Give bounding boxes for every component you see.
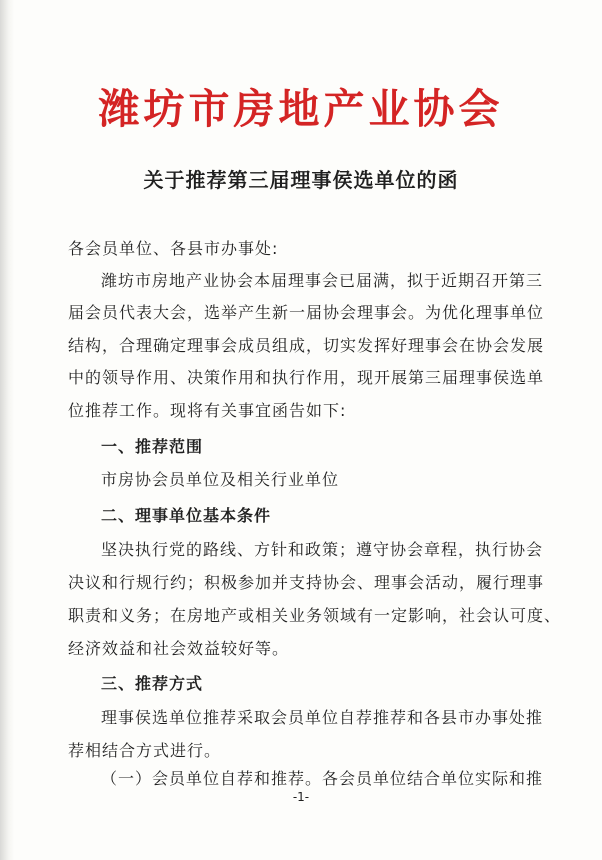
section-3-line: 理事侯选单位推荐采取会员单位自荐推荐和各县市办事处推 — [101, 708, 544, 727]
section-3-line: （一）会员单位自荐和推荐。各会员单位结合单位实际和推 — [101, 769, 544, 788]
section-3-heading: 三、推荐方式 — [101, 674, 204, 693]
section-2-line: 经济效益和社会效益较好等。 — [68, 639, 290, 658]
intro-line: 中的领导作用、决策作用和执行作用，现开展第三届理事侯选单 — [68, 368, 545, 387]
intro-line: 位推荐工作。现将有关事宜函告如下: — [68, 401, 347, 420]
intro-line: 届会员代表大会，选举产生新一届协会理事会。为优化理事单位 — [68, 303, 545, 322]
section-2-line: 决议和行规行约；积极参加并支持协会、理事会活动，履行理事 — [68, 573, 545, 592]
salutation: 各会员单位、各县市办事处: — [68, 239, 279, 258]
section-2-line: 坚决执行党的路线、方针和政策；遵守协会章程，执行协会 — [101, 540, 544, 559]
page-number: -1- — [292, 790, 310, 804]
section-1-line: 市房协会员单位及相关行业单位 — [101, 470, 340, 489]
section-2-heading: 二、理事单位基本条件 — [101, 506, 272, 525]
section-2-line: 职责和义务；在房地产或相关业务领域有一定影响，社会认可度、 — [68, 606, 562, 625]
intro-line: 结构，合理确定理事会成员组成，切实发挥好理事会在协会发展 — [68, 336, 545, 355]
document-title: 关于推荐第三届理事侯选单位的函 — [143, 168, 459, 192]
section-3-line: 荐相结合方式进行。 — [68, 741, 222, 760]
section-1-heading: 一、推荐范围 — [101, 437, 204, 456]
letterhead-org-name: 潍坊市房地产业协会 — [98, 85, 504, 133]
intro-line: 潍坊市房地产业协会本届理事会已届满，拟于近期召开第三 — [101, 271, 544, 290]
